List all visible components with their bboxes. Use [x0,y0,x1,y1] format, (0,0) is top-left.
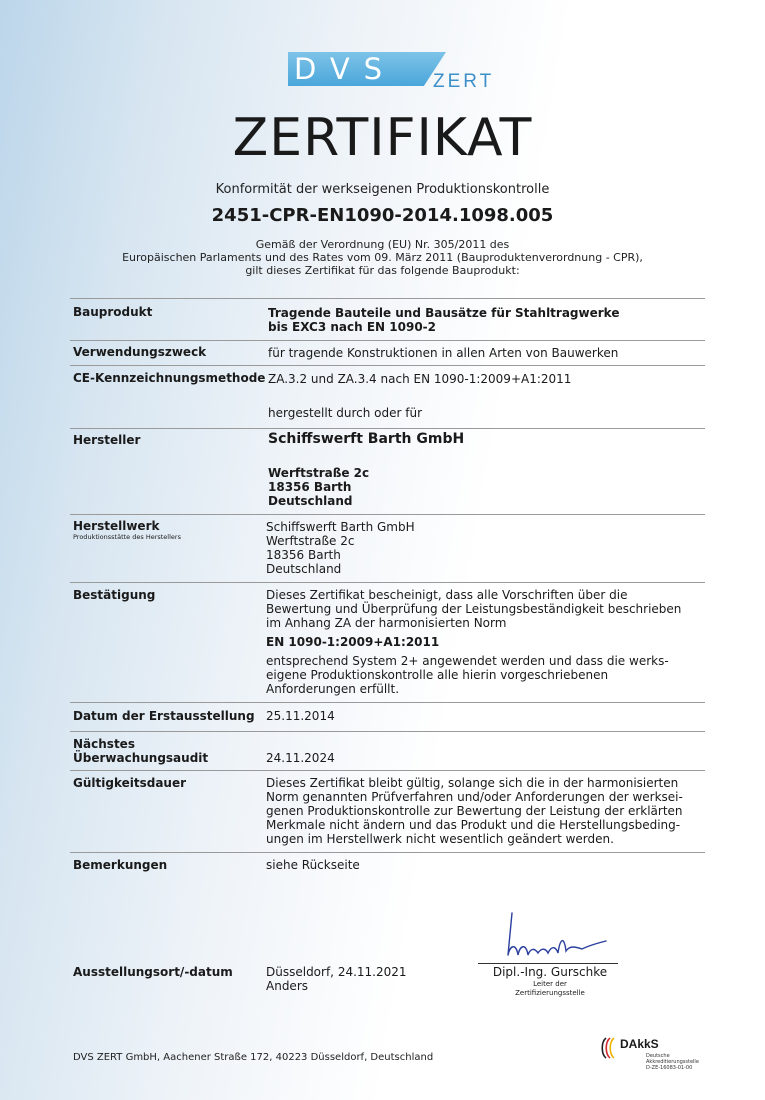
address-line: Werftstraße 2c [268,466,370,480]
dakks-accreditation-mark [600,1036,710,1072]
label-hersteller: Hersteller [73,433,141,447]
text-line: ungen im Herstellwerk nicht wesentlich geändert werden. [266,832,614,846]
text-line: Dieses Zertifikat bleibt gültig, solange sich die in der harmonisierten [266,776,679,790]
value-ausstellung [266,965,686,993]
address-line: Schiffswerft Barth GmbH [266,520,415,534]
text-line: Dieses Zertifikat bescheinigt, dass alle Vorschriften über die [266,588,628,602]
value-erstausstellung: 25.11.2014 [266,709,335,723]
text-line: genen Produktionskontrolle zur Bewertung der Leistung der erklärten [266,804,683,818]
ausstellung-place-date: Düsseldorf, 24.11.2021 [266,965,407,979]
intro-line: Europäischen Parlaments und des Rates vom 09. März 2011 (Bauproduktenverordnung - CPR), [122,251,643,264]
label-bemerkungen: Bemerkungen [73,858,168,872]
text-line: eigene Produktionskontrolle alle hierin vorgeschriebenen [266,668,609,682]
text-line: Merkmale nicht ändern und das Produkt und die Herstellungsbeding- [266,818,681,832]
value-herstellwerk-address [266,520,686,576]
dakks-name: DAkkS [620,1037,659,1051]
signatory-role [490,980,610,998]
separator [70,340,705,341]
label-herstellwerk-sub: Produktionsstätte des Herstellers [73,533,181,541]
label-bestaetigung: Bestätigung [73,588,156,602]
value-verwendungszweck: für tragende Konstruktionen in allen Arten von Bauwerken [268,346,619,360]
dakks-logo-icon [600,1036,618,1060]
footer-address: DVS ZERT GmbH, Aachener Straße 172, 40223 Düsseldorf, Deutschland [73,1052,434,1063]
role-line: Zertifizierungsstelle [515,989,585,997]
dakks-subtext [646,1053,710,1071]
hergestellt-text: hergestellt durch oder für [268,406,423,420]
document-subtitle: Konformität der werkseigenen Produktionskontrolle [215,182,550,197]
signatory-name: Dipl.-Ing. Gurschke [492,965,608,979]
label-verwendungszweck: Verwendungszweck [73,345,207,359]
value-ce-methode: ZA.3.2 und ZA.3.4 nach EN 1090-1:2009+A1:2011 [268,372,572,386]
label-audit-line: Nächstes [73,737,135,751]
intro-text [0,238,765,277]
label-ce-methode: CE-Kennzeichnungsmethode [73,371,266,385]
text-line: entsprechend System 2+ angewendet werden und dass die werks- [266,654,669,668]
dakks-line: Akkreditierungsstelle [646,1059,699,1065]
label-erstausstellung: Datum der Erstausstellung [73,709,255,723]
text-line: im Anhang ZA der harmonisierten Norm [266,616,507,630]
address-line: Werftstraße 2c [266,534,355,548]
label-gueltigkeit: Gültigkeitsdauer [73,776,187,790]
text-line: Bewertung und Überprüfung der Leistungsbeständigkeit beschrieben [266,602,682,616]
value-bestaetigung [266,588,686,696]
label-herstellwerk-text: Herstellwerk [73,519,160,533]
text-line: Anforderungen erfüllt. [266,682,400,696]
document-title: ZERTIFIKAT [232,108,533,168]
role-line: Leiter der [533,980,567,988]
dakks-line: Deutsche [646,1053,670,1059]
separator [70,770,705,771]
label-herstellwerk [73,519,181,541]
handwritten-signature [490,905,610,967]
label-bauprodukt: Bauprodukt [73,305,153,319]
value-bauprodukt [268,306,688,334]
logo-suffix: ZERT [433,71,495,92]
value-line: Tragende Bauteile und Bausätze für Stahltragwerke [268,306,620,320]
logo-letters: DVS [294,52,397,86]
separator [70,582,705,583]
separator [70,365,705,366]
dvs-zert-logo [288,48,498,98]
address-line: 18356 Barth [266,548,341,562]
separator [70,852,705,853]
value-hersteller-name: Schiffswerft Barth GmbH [268,431,465,447]
separator [70,702,705,703]
value-hersteller-address [268,466,688,508]
value-bemerkungen: siehe Rückseite [266,858,360,872]
signature-line [478,963,618,964]
intro-line: gilt dieses Zertifikat für das folgende Bauprodukt: [245,264,520,277]
separator [70,514,705,515]
certificate-number: 2451-CPR-EN1090-2014.1098.005 [211,205,554,226]
address-line: Deutschland [266,562,342,576]
label-audit-line: Überwachungsaudit [73,751,209,765]
value-audit: 24.11.2024 [266,751,335,765]
value-line: bis EXC3 nach EN 1090-2 [268,320,436,334]
dakks-line: D-ZE-16083-01-00 [646,1065,693,1071]
address-line: 18356 Barth [268,480,352,494]
value-gueltigkeit [266,776,686,846]
separator [70,298,705,299]
separator [70,731,705,732]
intro-line: Gemäß der Verordnung (EU) Nr. 305/2011 des [255,238,510,251]
label-ausstellung: Ausstellungsort/-datum [73,965,233,979]
norm-reference: EN 1090-1:2009+A1:2011 [266,635,440,649]
text-line: Norm genannten Prüfverfahren und/oder Anforderungen der werksei- [266,790,683,804]
separator [70,428,705,429]
label-audit [73,737,208,765]
ausstellung-issuer: Anders [266,979,308,993]
address-line: Deutschland [268,494,353,508]
